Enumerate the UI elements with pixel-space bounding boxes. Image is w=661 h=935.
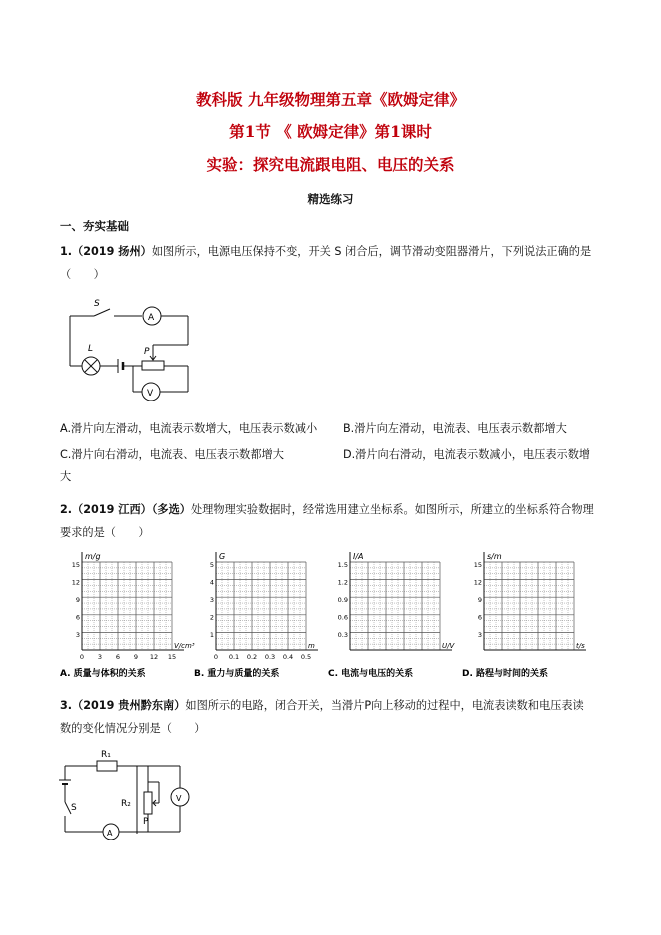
q3-text-cont: 数的变化情况分别是（ ） [60,722,206,735]
slider-label: P [144,347,150,357]
lesson-title: 实验：探究电流跟电阻、电压的关系 [206,155,455,174]
y-axis-label: s/m [487,552,502,561]
y-tick-label: 1.2 [337,578,348,587]
resistor-r1-icon [97,761,117,771]
y-axis-label: I/A [353,552,364,561]
y-tick-label: 4 [209,578,214,587]
ammeter-label: A [107,829,113,838]
graph-panel-c [328,552,455,679]
q1-option-a[interactable]: A.滑片向左滑动，电流表示数增大，电压表示数减小 [60,422,318,435]
x-tick-label: 0.5 [300,653,312,661]
q2-text: 处理物理实验数据时，经常选用建立坐标系。如图所示，所建立的坐标系符合物理 [190,503,594,516]
y-tick-label: 9 [477,595,482,604]
r2-label: R₂ [121,799,131,809]
panel-caption: A. 质量与体积的关系 [60,669,146,679]
y-tick-label: 1 [209,631,214,640]
y-tick-label: 12 [473,578,482,587]
question-3 [60,694,620,740]
x-tick-label: 0 [213,653,219,661]
y-tick-label: 6 [75,613,80,622]
switch-label: S [94,299,100,309]
q3-number: 3. [60,699,73,712]
lamp-label: L [88,344,94,354]
q3-source: （2019 贵州黔东南） [72,699,186,712]
section-title: 第1节 《 欧姆定律》第1课时 [229,122,432,141]
q1-option-c[interactable]: C.滑片向右滑动，电流表、电压表示数都增大 [60,448,284,461]
slider-p-label: P [143,817,149,827]
y-tick-label: 9 [75,595,80,604]
question-2 [60,498,620,544]
panel-caption: C. 电流与电压的关系 [328,669,414,679]
y-tick-label: 1.5 [337,560,348,569]
graph-panel-b [194,552,318,679]
r1-label: R₁ [101,750,111,760]
q1-option-b[interactable]: B.滑片向左滑动，电流表、电压表示数都增大 [343,422,567,435]
question-1 [60,240,620,286]
circuit-diagram-3 [55,748,195,840]
q2-number: 2. [60,503,73,516]
y-tick-label: 6 [477,613,482,622]
q1-text: 如图所示，电源电压保持不变，开关 S 闭合后，调节滑动变阻器滑片，下列说法正确的是 [151,245,592,258]
y-tick-label: 12 [71,578,80,587]
panel-caption: D. 路程与时间的关系 [462,669,549,679]
q1-number: 1. [60,245,73,258]
y-tick-label: 2 [209,613,214,622]
x-axis-label: m [308,642,315,650]
x-tick-label: 6 [115,653,121,661]
y-tick-label: 5 [209,560,214,569]
q1-source: （2019 扬州） [72,245,152,258]
q2-source: （2019 江西）（多选） [72,503,191,516]
rheostat-r2-icon [144,792,152,814]
x-tick-label: 0 [79,653,85,661]
y-tick-label: 15 [473,560,482,569]
x-tick-label: 0.2 [246,653,258,661]
q3-text: 如图所示的电路，闭合开关，当滑片P向上移动的过程中，电流表读数和电压表读 [185,699,584,712]
x-tick-label: 0.3 [264,653,276,661]
circuit-diagram-1 [64,296,194,401]
x-tick-label: 3 [97,653,103,661]
x-tick-label: 15 [167,653,177,661]
x-tick-label: 9 [133,653,139,661]
graph-panel-a [60,552,195,679]
q1-paren: （ ） [60,268,105,281]
q2-text-cont: 要求的是（ ） [60,526,150,539]
x-tick-label: 0.4 [282,653,294,661]
switch-s-label: S [71,803,77,813]
y-tick-label: 3 [75,631,80,640]
y-tick-label: 0.6 [337,613,348,622]
y-axis-label: m/g [85,552,101,561]
y-tick-label: 3 [477,631,482,640]
graph-panel-d [462,552,586,679]
section-heading: 一、夯实基础 [60,219,129,233]
panel-caption: B. 重力与质量的关系 [194,669,280,679]
y-tick-label: 0.3 [337,631,348,640]
voltmeter-label: V [176,794,182,803]
subtitle: 精选练习 [307,192,354,206]
x-tick-label: 12 [149,653,159,661]
x-tick-label: 0.1 [228,653,240,661]
y-tick-label: 3 [209,595,214,604]
q2-graph-panels [60,548,600,683]
y-tick-label: 0.9 [337,595,348,604]
y-tick-label: 15 [71,560,80,569]
voltmeter-label: V [147,389,154,399]
x-axis-label: V/cm³ [174,642,195,650]
doc-title: 教科版 九年级物理第五章《欧姆定律》 [196,90,465,109]
x-axis-label: t/s [576,642,585,650]
rheostat-icon [142,361,164,370]
q1-option-d[interactable]: D.滑片向右滑动，电流表示数减小，电压表示数增 [343,448,591,461]
y-axis-label: G [219,552,226,561]
x-axis-label: U/V [442,642,455,650]
q1-option-d-cont: 大 [60,470,72,483]
ammeter-label: A [148,313,155,323]
